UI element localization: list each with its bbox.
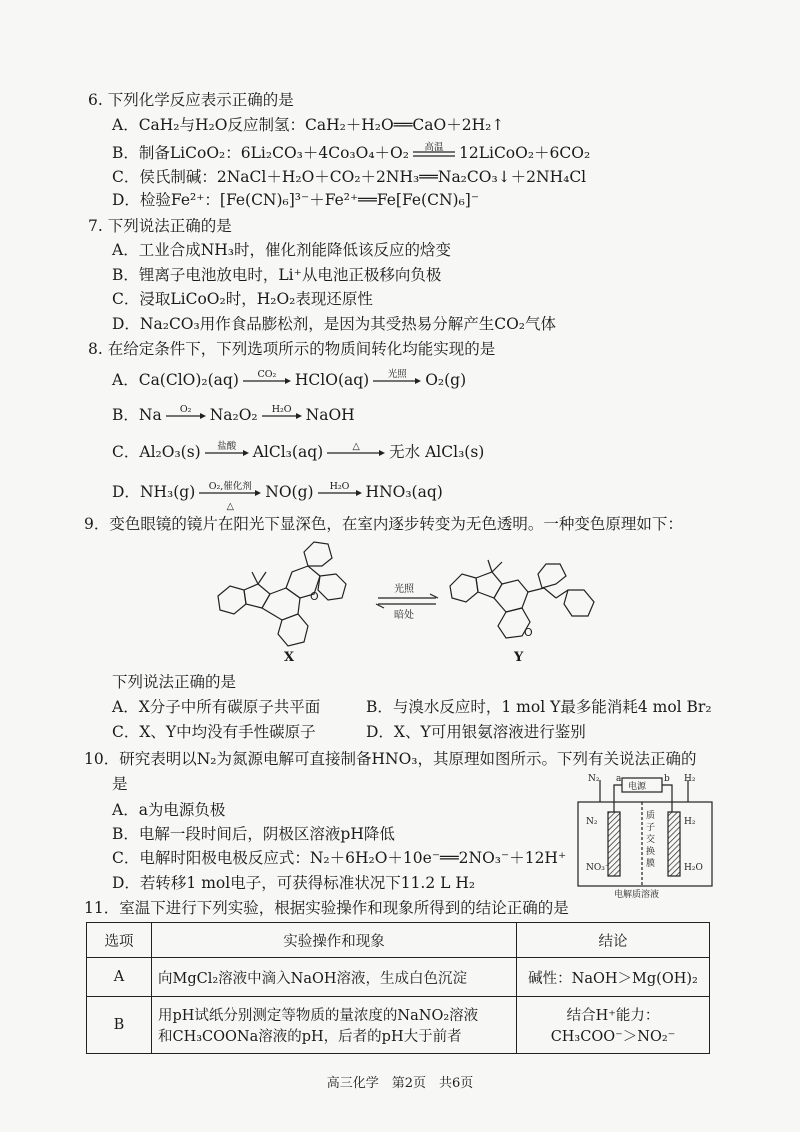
q8b-c2: H₂O xyxy=(271,404,292,415)
row-b-conclusion-line2: CH₃COO⁻＞NO₂⁻ xyxy=(550,1029,676,1045)
q8d-s2: NO(g) xyxy=(265,483,314,501)
membrane-char-4: 换 xyxy=(646,847,656,857)
q8d-c1b: △ xyxy=(226,501,234,512)
no3-label: NO₃⁻ xyxy=(586,863,610,873)
h2-inner: H₂ xyxy=(684,817,696,827)
row-a-conclusion: 碱性：NaOH＞Mg(OH)₂ xyxy=(517,958,710,997)
label-x: X xyxy=(284,650,295,665)
q8b-c1: O₂ xyxy=(179,404,192,415)
q8a-s2: HClO(aq) xyxy=(294,371,370,389)
row-b-operation xyxy=(152,997,517,1054)
cathode xyxy=(668,812,680,876)
q8d-s3: HNO₃(aq) xyxy=(365,483,443,501)
n2-inlet: N₂ xyxy=(588,774,600,784)
row-b-conclusion-line1: 结合H⁺能力： xyxy=(566,1008,660,1024)
experiment-table xyxy=(86,922,710,1054)
row-b-conclusion xyxy=(517,997,710,1054)
row-a-option: A xyxy=(87,958,152,997)
row-b-option: B xyxy=(87,997,152,1054)
q9-option-a: A．X分子中所有碳原子共平面 xyxy=(112,698,321,716)
q7-stem: 7. 下列说法正确的是 xyxy=(88,217,232,235)
membrane-char-5: 膜 xyxy=(646,859,656,869)
q6-option-d: D．检验Fe²⁺：[Fe(CN)₆]³⁻＋Fe²⁺══Fe[Fe(CN)₆]⁻ xyxy=(112,191,480,209)
q8-option-a xyxy=(112,370,466,390)
q8a-arrow1 xyxy=(242,369,292,385)
q8b-label: B． xyxy=(112,406,139,424)
q8c-arrow2 xyxy=(326,441,386,457)
q8a-s1: Ca(ClO)₂(aq) xyxy=(138,371,239,389)
row-b-operation-line2: 和CH₃COONa溶液的pH，后者的pH大于前者 xyxy=(158,1029,462,1045)
q7-option-b: B．锂离子电池放电时，Li⁺从电池正极移向负极 xyxy=(112,266,442,284)
membrane-char-2: 子 xyxy=(646,823,656,833)
q8c-s1: Al₂O₃(s) xyxy=(139,443,201,461)
q8d-label: D． xyxy=(112,483,140,501)
q6-equals-arrow xyxy=(412,142,456,158)
header-option: 选项 xyxy=(87,923,152,958)
oxygen-label: O xyxy=(310,590,319,603)
q8-option-c xyxy=(112,442,484,462)
q7-option-d: D．Na₂CO₃用作食品膨松剂，是因为其受热易分解产生CO₂气体 xyxy=(112,315,557,333)
q8a-label: A． xyxy=(112,371,139,389)
q8b-s3: NaOH xyxy=(305,406,355,424)
q8c-s3: 无水 AlCl₃(s) xyxy=(389,443,485,461)
q8c-c1: 盐酸 xyxy=(217,441,237,452)
q10-option-b: B．电解一段时间后，阴极区溶液pH降低 xyxy=(112,825,395,843)
n2-inner: N₂ xyxy=(586,817,598,827)
q6-option-b xyxy=(112,143,590,163)
q10-option-c: C．电解时阳极电极反应式：N₂＋6H₂O＋10e⁻══2NO₃⁻＋12H⁺ xyxy=(112,849,567,867)
q10-option-d: D．若转移1 mol电子，可获得标准状况下11.2 L H₂ xyxy=(112,874,476,892)
q6-option-b-right: 12LiCoO₂＋6CO₂ xyxy=(458,144,591,162)
arrow-top-label: 光照 xyxy=(394,584,414,595)
q8d-arrow2 xyxy=(317,481,363,497)
carbonyl-o-label: O xyxy=(524,626,533,639)
electrolysis-diagram xyxy=(570,772,720,900)
q6-cond: 高温 xyxy=(424,142,444,153)
molecule-x xyxy=(218,542,346,646)
header-conclusion: 结论 xyxy=(517,923,710,958)
membrane-char-3: 交 xyxy=(646,835,656,845)
equilibrium-arrow xyxy=(376,594,438,608)
q9-sub: 下列说法正确的是 xyxy=(112,673,237,691)
q8c-c2: △ xyxy=(352,441,360,452)
q8a-arrow2 xyxy=(372,369,422,385)
q9-stem: 9．变色眼镜的镜片在阳光下显深色，在室内逐步转变为无色透明。一种变色原理如下： xyxy=(84,515,683,533)
table-header-row xyxy=(87,923,710,958)
q8d-arrow1 xyxy=(198,481,262,512)
q8-option-d xyxy=(112,481,443,512)
q8b-s2: Na₂O₂ xyxy=(209,406,258,424)
table-row xyxy=(87,958,710,997)
q10-option-a: A．a为电源负极 xyxy=(112,801,226,819)
q6-option-b-left: B．制备LiCoO₂：6Li₂CO₃＋4Co₃O₄＋O₂ xyxy=(112,144,409,162)
q7-option-c: C．浸取LiCoO₂时，H₂O₂表现还原性 xyxy=(112,290,373,308)
q8a-c2: 光照 xyxy=(387,369,407,380)
row-a-operation: 向MgCl₂溶液中滴入NaOH溶液，生成白色沉淀 xyxy=(152,958,517,997)
q8b-s1: Na xyxy=(138,406,162,424)
q9-option-b: B．与溴水反应时，1 mol Y最多能消耗4 mol Br₂ xyxy=(366,698,712,716)
header-operation: 实验操作和现象 xyxy=(152,923,517,958)
q10-stem-end: 是 xyxy=(112,775,128,793)
q8c-s2: AlCl₃(aq) xyxy=(252,443,324,461)
q8a-c1: CO₂ xyxy=(257,369,277,380)
h2-outlet: H₂ xyxy=(684,774,696,784)
anode xyxy=(608,812,620,876)
table-row xyxy=(87,997,710,1054)
cell-box xyxy=(578,802,712,886)
q8-option-b xyxy=(112,405,355,425)
label-y: Y xyxy=(514,650,524,665)
q8b-arrow1 xyxy=(165,404,207,420)
q6-stem: 6. 下列化学反应表示正确的是 xyxy=(88,91,294,109)
row-b-operation-line1: 用pH试纸分别测定等物质的量浓度的NaNO₂溶液 xyxy=(158,1008,479,1024)
terminal-b: b xyxy=(664,774,670,784)
q8d-s1: NH₃(g) xyxy=(139,483,196,501)
q9-option-d: D．X、Y可用银氨溶液进行鉴别 xyxy=(366,723,586,741)
membrane-char-1: 质 xyxy=(646,811,656,821)
h2o-label: H₂O xyxy=(684,863,703,873)
power-label: 电源 xyxy=(628,782,647,792)
q8-stem: 8. 在给定条件下，下列选项所示的物质间转化均能实现的是 xyxy=(88,340,496,358)
q8b-arrow2 xyxy=(261,404,303,420)
q8a-s3: O₂(g) xyxy=(425,371,467,389)
q6-option-a: A．CaH₂与H₂O反应制氢：CaH₂＋H₂O══CaO＋2H₂↑ xyxy=(112,116,505,134)
q10-stem: 10．研究表明以N₂为氮源电解可直接制备HNO₃，其原理如图所示。下列有关说法正确的 xyxy=(84,750,697,768)
q11-stem: 11．室温下进行下列实验，根据实验操作和现象所得到的结论正确的是 xyxy=(84,899,569,917)
q8c-label: C． xyxy=(112,443,140,461)
terminal-a: a xyxy=(616,774,622,784)
page-footer: 高三化学 第2页 共6页 xyxy=(326,1076,474,1091)
q6-option-c: C．侯氏制碱：2NaCl＋H₂O＋CO₂＋2NH₃══Na₂CO₃↓＋2NH₄Cl xyxy=(112,168,587,186)
q8d-c1: O₂,催化剂 xyxy=(208,481,252,492)
q8c-arrow1 xyxy=(204,441,250,457)
electrolyte-caption: 电解质溶液 xyxy=(614,890,660,900)
q9-option-c: C．X、Y中均没有手性碳原子 xyxy=(112,723,316,741)
molecule-y xyxy=(450,560,594,638)
q8d-c2: H₂O xyxy=(329,481,350,492)
q9-reaction-scheme xyxy=(200,536,620,656)
arrow-bottom-label: 暗处 xyxy=(394,610,414,621)
q7-option-a: A．工业合成NH₃时，催化剂能降低该反应的焓变 xyxy=(112,241,451,259)
